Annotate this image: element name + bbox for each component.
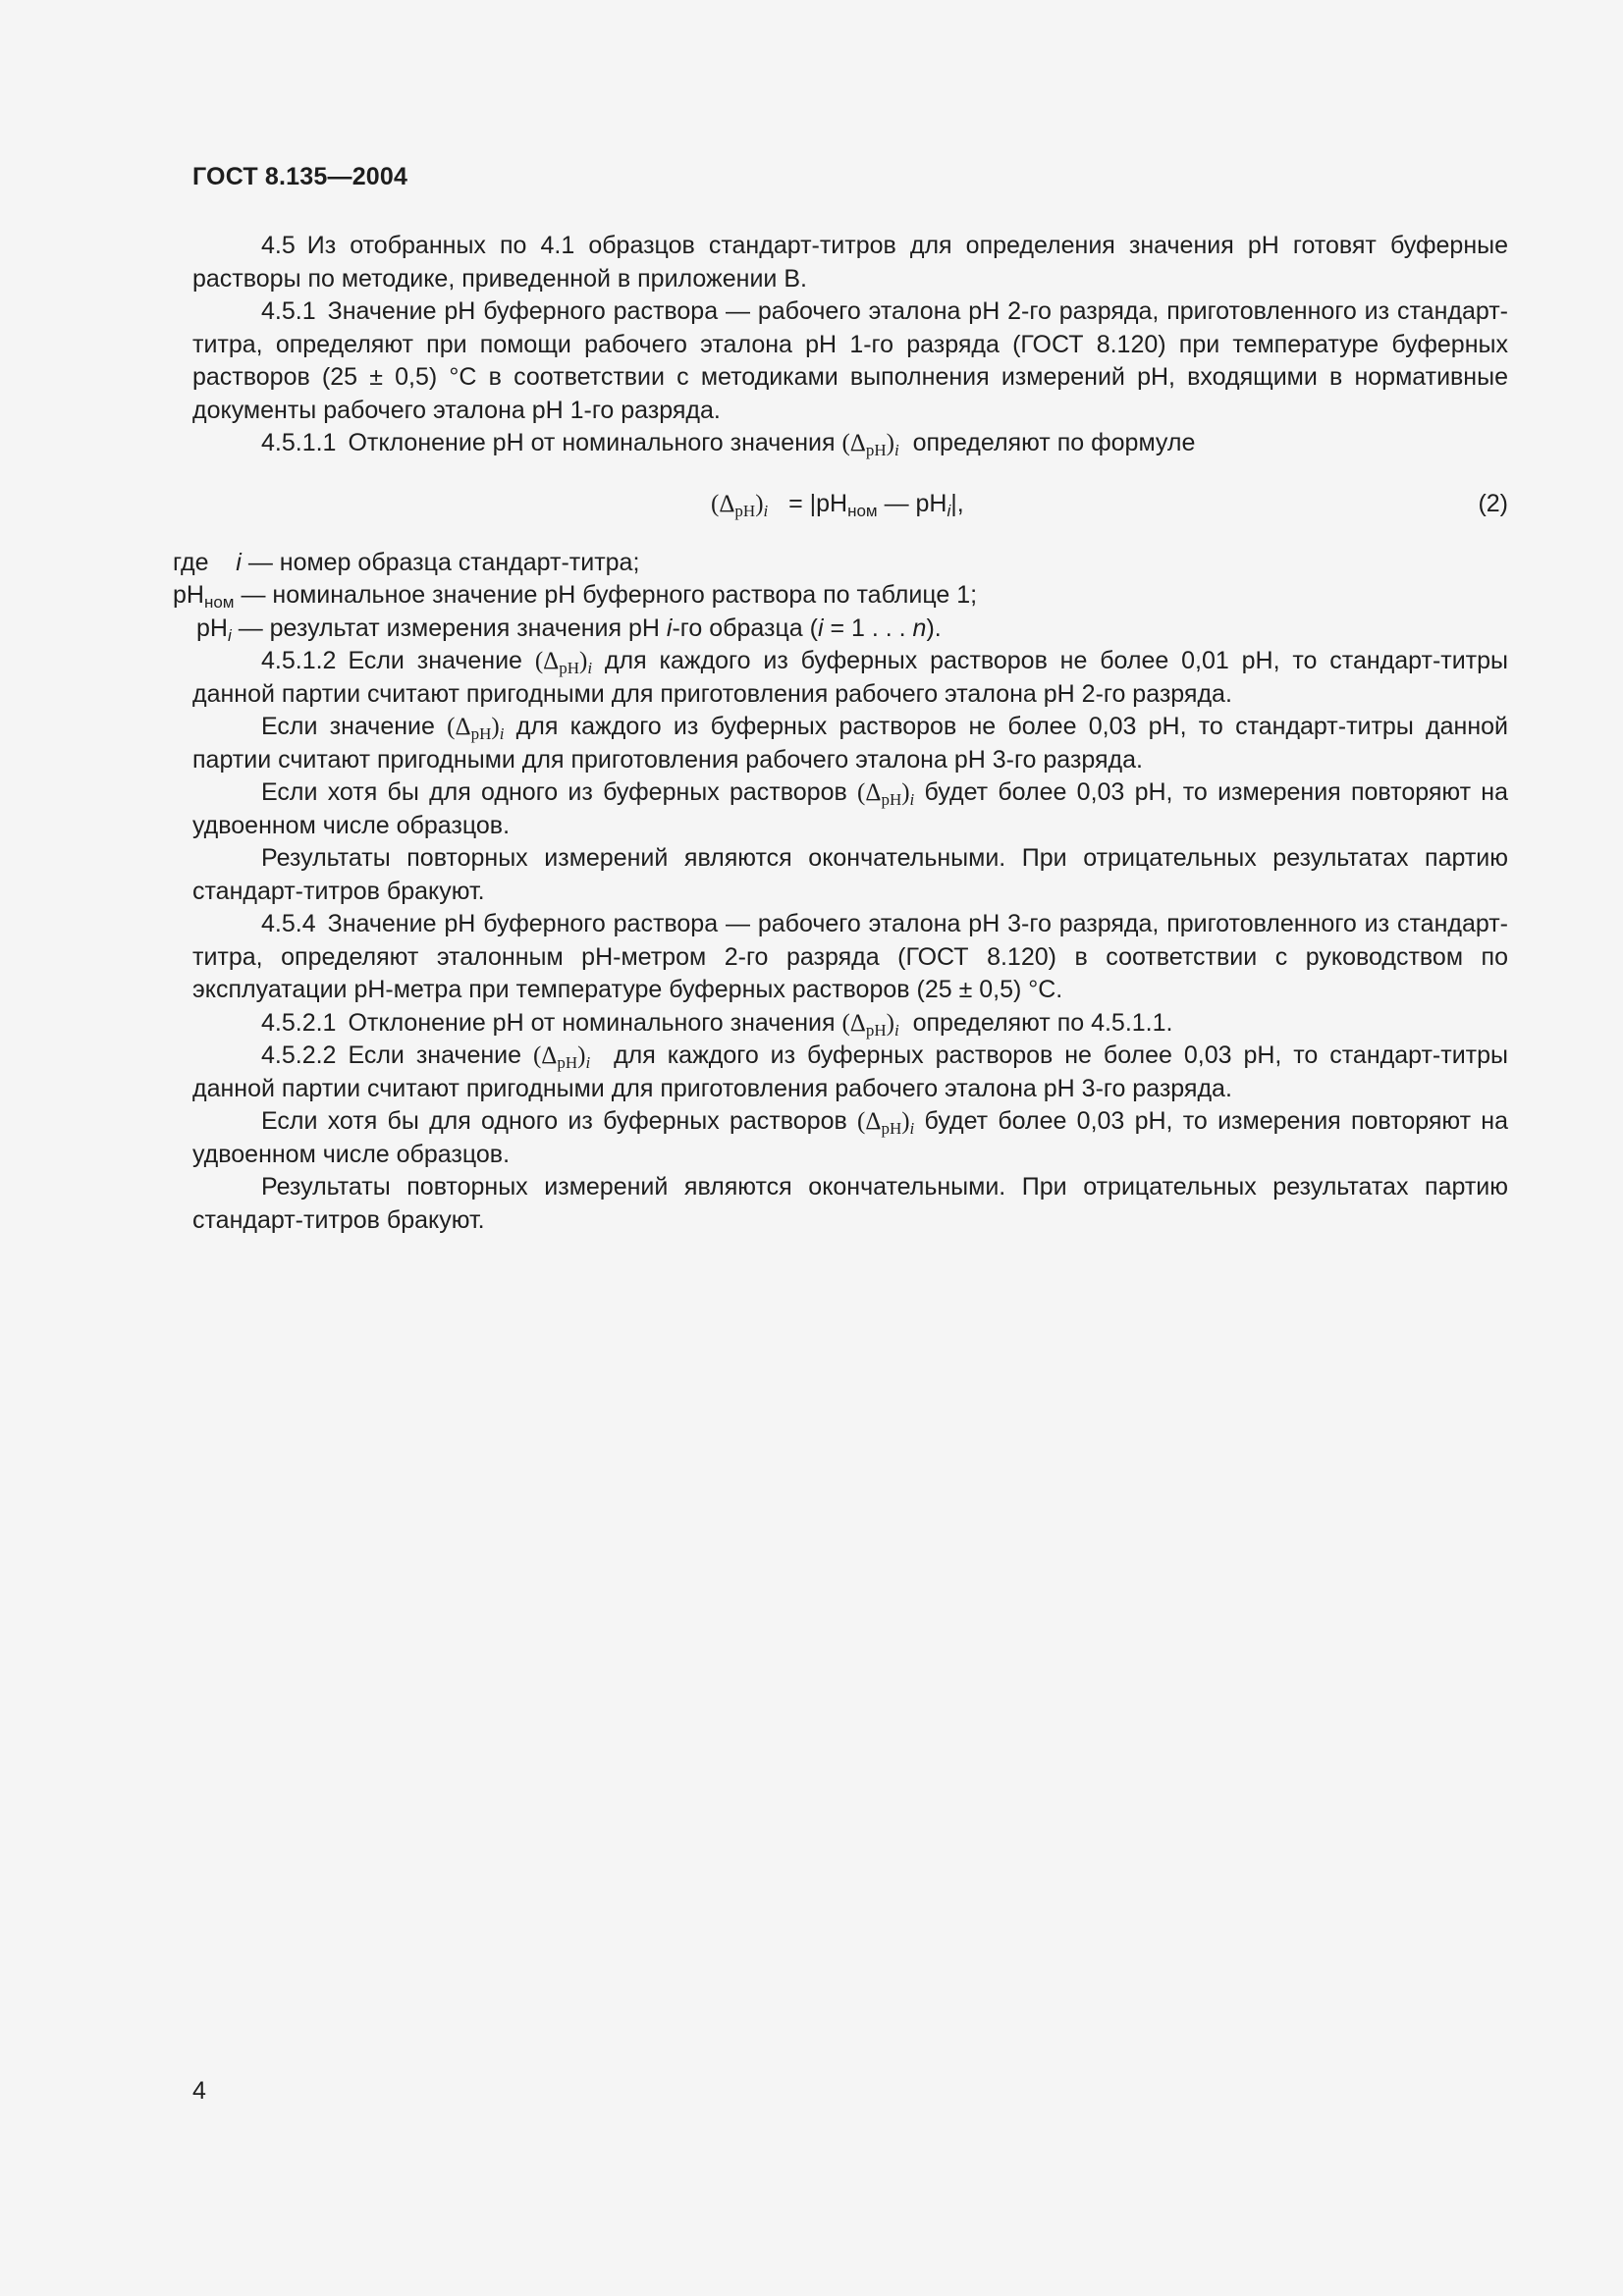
paragraph-4-5-2-2: 4.5.2.2 Если значение $(\Delta_{pH})_i$ для каждого из буферных растворов не более 0,03 pH, то стандарт-титры данной партии считают пригодными для приготовления рабочего эталона pH 3-го разряда.	[192, 1041, 1508, 1102]
where-item-ph-nom: $pH_{ном}$ — номинальное значение pH буферного раствора по таблице 1;	[173, 581, 978, 612]
where-item-i: где i — номер образца стандарт-титра;	[173, 548, 640, 576]
paragraph-4-5-1	[192, 295, 1508, 427]
paragraph-text: Отклонение pH от номинального значения	[348, 429, 836, 456]
section-number: 4.5	[261, 232, 296, 259]
section-number: 4.5.1	[261, 297, 316, 325]
paragraph-4-5-1-1	[192, 427, 1508, 460]
delta-ph-symbol: $(\Delta_{pH})_i$	[532, 1042, 591, 1072]
paragraph-repeat-measurement-2: Если хотя бы для одного из буферных растворов $(\Delta_{pH})_i$ будет более 0,03 pH, то измерения повторяют на удвоенном числе образцов.	[192, 1107, 1509, 1168]
delta-ph-symbol: $(\Delta_{pH})_i$	[841, 1009, 899, 1040]
paragraph-text: Из отобранных по 4.1 образцов стандарт-титров для определения значения pH готовят буферные растворы по методике, приведенной в приложении В.	[192, 232, 1508, 293]
paragraph-4-5	[192, 230, 1508, 295]
delta-ph-symbol: $(\Delta_{pH})_i$	[857, 1108, 915, 1138]
paragraph-text: Значение pH буферного раствора — рабочего эталона pH 2-го разряда, приготовленного из стандарт-титра, определяют при помощи рабочего эталона pH 1-го разряда (ГОСТ 8.120) при температуре буферных растворов (25 ± 0,5) °С в соответствии с методиками выполнения измерений pH, входящими в нормативные документы рабочего эталона pH 1-го разряда.	[192, 297, 1508, 424]
section-number: 4.5.1.2	[261, 647, 337, 674]
section-number: 4.5.2.2	[261, 1041, 337, 1069]
paragraph-4-5-4: 4.5.4 Значение pH буферного раствора — рабочего эталона pH 3-го разряда, приготовленного из стандарт-титра, определяют эталонным pH-метром 2-го разряда (ГОСТ 8.120) в соответствии с руководством по эксплуатации pH-метра при температуре буферных растворов (25 ± 0,5) °С.	[192, 910, 1508, 1003]
formula-expression: $(\Delta_{pH})_i$ = $|pH_{ном}$ — $pH_i|$,	[711, 489, 964, 520]
section-number: 4.5.4	[261, 910, 316, 937]
delta-ph-symbol: $(\Delta_{pH})_i$	[534, 648, 593, 677]
paragraph-text: определяют по формуле	[912, 429, 1196, 456]
formula-number: (2)	[1478, 489, 1508, 517]
delta-ph-symbol: $(\Delta_{pH})_i$	[447, 714, 505, 743]
document-header: ГОСТ 8.135—2004	[192, 163, 408, 190]
paragraph-4-5-2-1: 4.5.2.1 Отклонение pH от номинального значения $(\Delta_{pH})_i$ определяют по 4.5.1.1.	[261, 1008, 1173, 1040]
section-number: 4.5.1.1	[261, 429, 337, 456]
delta-ph-symbol: $(\Delta_{pH})_i$	[857, 779, 915, 809]
delta-ph-symbol: $(\Delta_{pH})_i$	[711, 490, 769, 520]
document-body	[173, 230, 1509, 1237]
paragraph-condition-3rd-grade: Если значение $(\Delta_{pH})_i$ для каждого из буферных растворов не более 0,03 pH, то стандарт-титры данной партии считают пригодными для приготовления рабочего эталона pH 3-го разряда.	[192, 713, 1509, 774]
delta-ph-symbol: $(\Delta_{pH})_i$	[841, 430, 899, 459]
formula-2	[192, 480, 1508, 547]
paragraph-results-final-2: Результаты повторных измерений являются окончательными. При отрицательных результатах партию стандарт-титров бракуют.	[192, 1173, 1508, 1234]
section-number: 4.5.2.1	[261, 1008, 337, 1037]
paragraph-repeat-measurement: Если хотя бы для одного из буферных растворов $(\Delta_{pH})_i$ будет более 0,03 pH, то измерения повторяют на удвоенном числе образцов.	[192, 778, 1509, 839]
paragraph-results-final: Результаты повторных измерений являются окончательными. При отрицательных результатах партию стандарт-титров бракуют.	[192, 844, 1508, 905]
paragraph-4-5-1-2: 4.5.1.2 Если значение $(\Delta_{pH})_i$ для каждого из буферных растворов не более 0,01 pH, то стандарт-титры данной партии считают пригодными для приготовления рабочего эталона pH 2-го разряда.	[192, 647, 1509, 708]
where-item-ph-i: $pH_i$ — результат измерения значения pH i-го образца (i = 1 . . . n).	[196, 614, 942, 645]
page-number: 4	[192, 2077, 206, 2105]
